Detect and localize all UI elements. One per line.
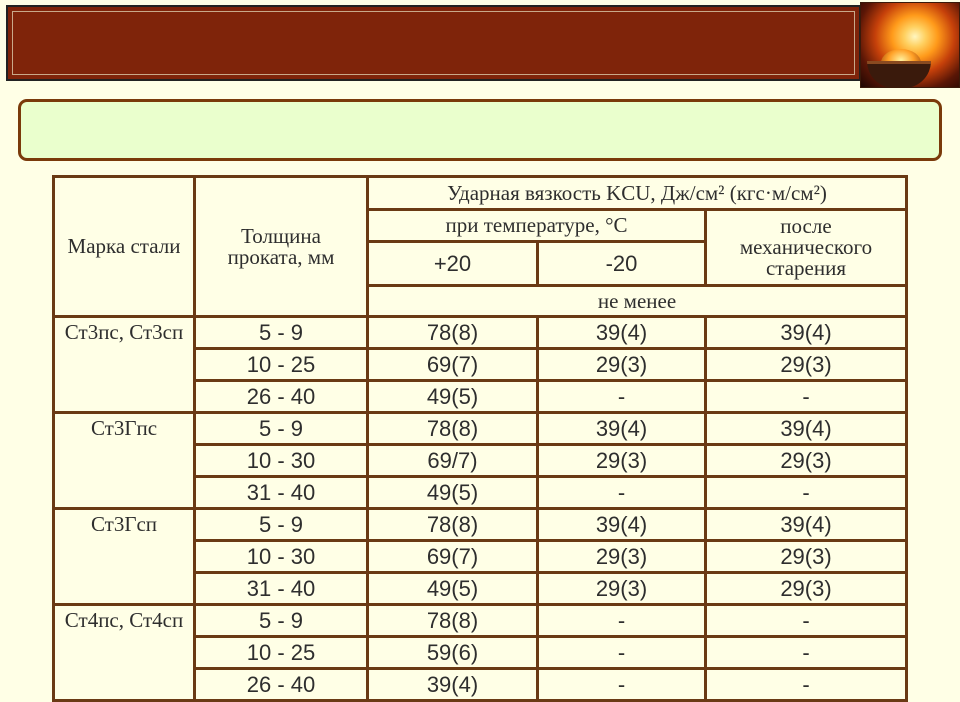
- value-plus-20-cell: 49(5): [368, 477, 538, 509]
- value-minus-20-cell: -: [538, 477, 706, 509]
- value-minus-20-cell: 29(3): [538, 349, 706, 381]
- thickness-cell: 10 - 25: [195, 349, 368, 381]
- thickness-cell: 26 - 40: [195, 381, 368, 413]
- table-row: [54, 605, 907, 637]
- value-plus-20-cell: 78(8): [368, 605, 538, 637]
- thickness-cell: 10 - 30: [195, 445, 368, 477]
- header-temp-plus-20: +20: [368, 242, 538, 286]
- table-row: [54, 509, 907, 541]
- steel-grade-cell: Ст3Гпс: [54, 413, 195, 509]
- value-plus-20-cell: 39(4): [368, 669, 538, 701]
- header-min-note: не менее: [368, 286, 907, 317]
- steel-grade-cell: Ст3Гсп: [54, 509, 195, 605]
- value-aging-cell: 29(3): [706, 349, 907, 381]
- value-aging-cell: -: [706, 637, 907, 669]
- value-minus-20-cell: -: [538, 669, 706, 701]
- steel-grade-cell: Ст4пс, Ст4сп: [54, 605, 195, 701]
- thickness-cell: 10 - 30: [195, 541, 368, 573]
- value-plus-20-cell: 59(6): [368, 637, 538, 669]
- thickness-cell: 10 - 25: [195, 637, 368, 669]
- value-minus-20-cell: 29(3): [538, 573, 706, 605]
- value-plus-20-cell: 69(7): [368, 541, 538, 573]
- value-minus-20-cell: 39(4): [538, 509, 706, 541]
- value-plus-20-cell: 78(8): [368, 413, 538, 445]
- title-bar: [6, 5, 861, 81]
- value-aging-cell: 39(4): [706, 413, 907, 445]
- value-plus-20-cell: 69(7): [368, 349, 538, 381]
- value-plus-20-cell: 49(5): [368, 381, 538, 413]
- value-minus-20-cell: 39(4): [538, 413, 706, 445]
- value-aging-cell: -: [706, 477, 907, 509]
- thickness-cell: 5 - 9: [195, 413, 368, 445]
- thickness-cell: 26 - 40: [195, 669, 368, 701]
- thickness-cell: 5 - 9: [195, 317, 368, 349]
- table-row: [54, 317, 907, 349]
- title-bar-frame: [12, 11, 855, 75]
- value-minus-20-cell: -: [538, 637, 706, 669]
- impact-toughness-table: [52, 175, 908, 702]
- header-grade: Марка стали: [54, 177, 195, 317]
- value-aging-cell: 29(3): [706, 445, 907, 477]
- table-row: [54, 413, 907, 445]
- ladle-shape: [867, 61, 931, 88]
- value-plus-20-cell: 78(8): [368, 317, 538, 349]
- value-aging-cell: 39(4): [706, 317, 907, 349]
- value-minus-20-cell: 39(4): [538, 317, 706, 349]
- header-impact-toughness: Ударная вязкость KCU, Дж/см² (кгс·м/см²): [368, 177, 907, 210]
- value-minus-20-cell: 29(3): [538, 445, 706, 477]
- value-aging-cell: 39(4): [706, 509, 907, 541]
- value-aging-cell: 29(3): [706, 573, 907, 605]
- steel-grade-cell: Ст3пс, Ст3сп: [54, 317, 195, 413]
- value-minus-20-cell: -: [538, 605, 706, 637]
- value-aging-cell: -: [706, 381, 907, 413]
- value-minus-20-cell: -: [538, 381, 706, 413]
- thickness-cell: 5 - 9: [195, 605, 368, 637]
- header-after-aging: после механического старения: [706, 210, 907, 286]
- value-plus-20-cell: 78(8): [368, 509, 538, 541]
- header-thickness: Толщина проката, мм: [195, 177, 368, 317]
- subtitle-box: [18, 99, 942, 161]
- thickness-cell: 31 - 40: [195, 477, 368, 509]
- value-aging-cell: 29(3): [706, 541, 907, 573]
- value-aging-cell: -: [706, 669, 907, 701]
- header-temp-minus-20: -20: [538, 242, 706, 286]
- header-at-temperature: при температуре, °С: [368, 210, 706, 242]
- value-aging-cell: -: [706, 605, 907, 637]
- value-plus-20-cell: 69/7): [368, 445, 538, 477]
- value-plus-20-cell: 49(5): [368, 573, 538, 605]
- thickness-cell: 5 - 9: [195, 509, 368, 541]
- value-minus-20-cell: 29(3): [538, 541, 706, 573]
- furnace-image: [860, 2, 960, 88]
- thickness-cell: 31 - 40: [195, 573, 368, 605]
